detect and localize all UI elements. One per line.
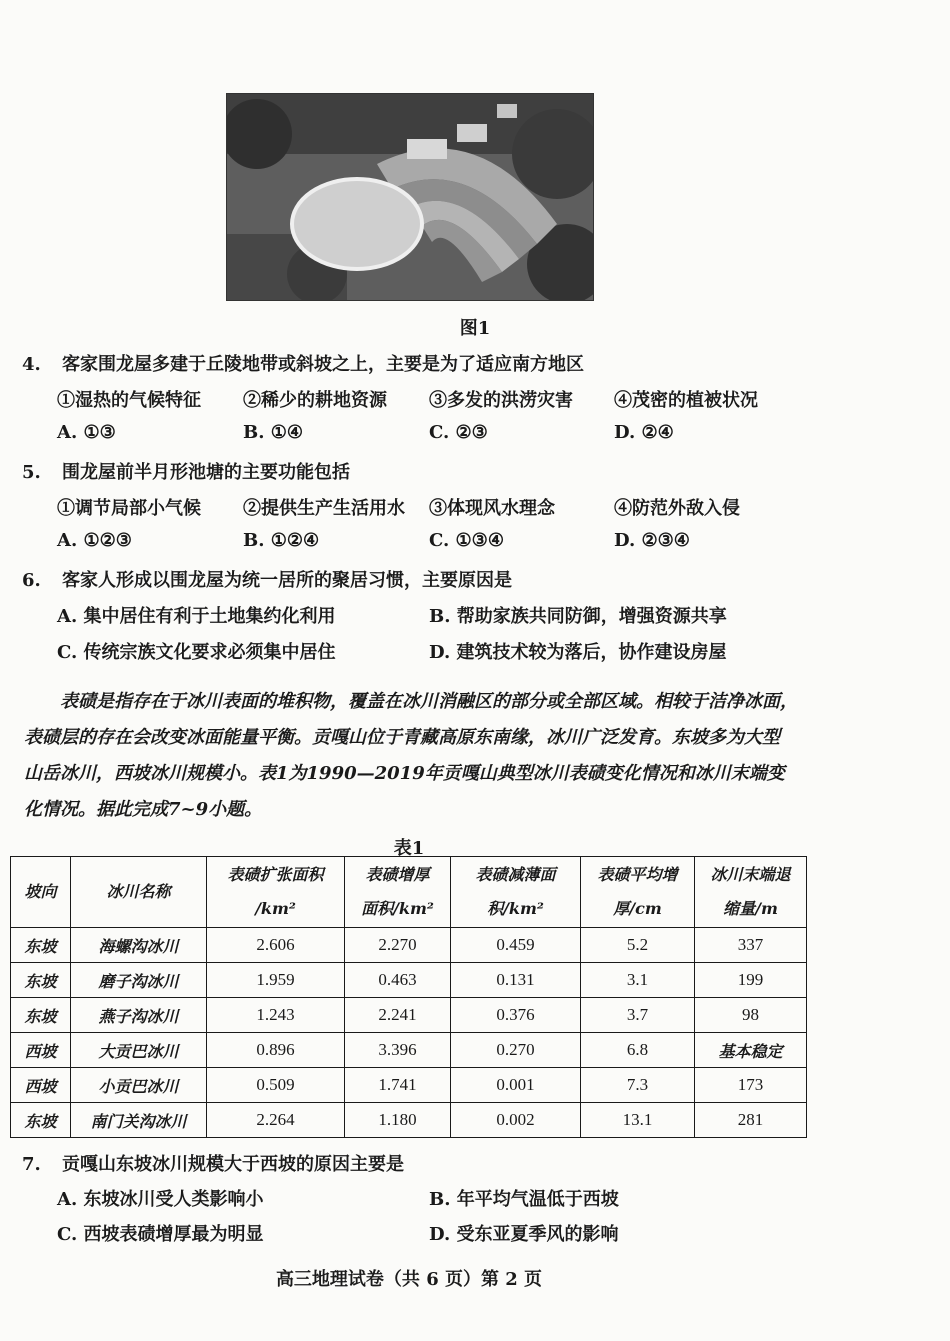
cell-glacier-name: 大贡巴冰川 [71, 1033, 207, 1068]
table-caption: 表1 [393, 838, 425, 859]
question-6 [22, 566, 512, 592]
question-number: 5. [22, 462, 41, 483]
cell-value: 3.396 [345, 1033, 451, 1068]
cell-slope: 东坡 [11, 928, 71, 963]
question-stem: 围龙屋前半月形池塘的主要功能包括 [62, 462, 350, 483]
cell-value: 0.896 [207, 1033, 345, 1068]
cell-value: 6.8 [581, 1033, 695, 1068]
cell-value: 3.1 [581, 963, 695, 998]
cell-value: 2.270 [345, 928, 451, 963]
cell-slope: 东坡 [11, 998, 71, 1033]
roundhouse-aerial-photo [226, 93, 594, 301]
passage-line: 表碛是指存在于冰川表面的堆积物，覆盖在冰川消融区的部分或全部区域。相较于洁净冰面， [60, 691, 798, 712]
cell-value: 199 [695, 963, 807, 998]
table-row [11, 963, 807, 998]
cell-value: 1.959 [207, 963, 345, 998]
table-row [11, 1068, 807, 1103]
header-expand-area: 表碛扩张面积 /km² [207, 857, 345, 928]
q5-choice-b[interactable]: B. ①②④ [243, 530, 320, 551]
cell-glacier-name: 南门关沟冰川 [71, 1103, 207, 1138]
cell-slope: 东坡 [11, 963, 71, 998]
table-row [11, 928, 807, 963]
cell-value: 98 [695, 998, 807, 1033]
figure-caption: 图1 [459, 318, 491, 339]
table-header-row [11, 857, 807, 928]
q7-choice-c[interactable]: C. 西坡表碛增厚最为明显 [57, 1224, 264, 1245]
cell-value: 0.270 [451, 1033, 581, 1068]
passage-line: 山岳冰川，西坡冰川规模小。表1为1990—2019年贡嘎山典型冰川表碛变化情况和冰川末端变 [24, 763, 785, 784]
q4-item-1: ①湿热的气候特征 [57, 390, 201, 411]
cell-value: 0.002 [451, 1103, 581, 1138]
table-row [11, 998, 807, 1033]
photo-illustration [227, 94, 593, 300]
passage-line: 化情况。据此完成7~9小题。 [24, 799, 263, 820]
cell-slope: 西坡 [11, 1068, 71, 1103]
glacier-table [10, 856, 807, 1138]
cell-value: 337 [695, 928, 807, 963]
cell-value: 1.243 [207, 998, 345, 1033]
cell-glacier-name: 海螺沟冰川 [71, 928, 207, 963]
cell-value: 基本稳定 [695, 1033, 807, 1068]
cell-value: 1.180 [345, 1103, 451, 1138]
question-4 [22, 350, 584, 376]
passage-line: 表碛层的存在会改变冰面能量平衡。贡嘎山位于青藏高原东南缘，冰川广泛发育。东坡多为大型 [24, 727, 780, 748]
question-stem: 客家人形成以围龙屋为统一居所的聚居习惯，主要原因是 [62, 570, 512, 591]
cell-value: 281 [695, 1103, 807, 1138]
q4-choice-c[interactable]: C. ②③ [429, 422, 488, 443]
table-row [11, 1033, 807, 1068]
q6-choice-c[interactable]: C. 传统宗族文化要求必须集中居住 [57, 642, 336, 663]
header-slope: 坡向 [11, 857, 71, 928]
question-5 [22, 458, 350, 484]
q5-choice-c[interactable]: C. ①③④ [429, 530, 504, 551]
header-avg-thicken: 表碛平均增 厚/cm [581, 857, 695, 928]
cell-value: 2.264 [207, 1103, 345, 1138]
table-row [11, 1103, 807, 1138]
question-stem: 贡嘎山东坡冰川规模大于西坡的原因主要是 [62, 1154, 404, 1175]
q4-item-4: ④茂密的植被状况 [614, 390, 758, 411]
q4-choice-b[interactable]: B. ①④ [243, 422, 304, 443]
q5-item-3: ③体现风水理念 [429, 498, 555, 519]
cell-value: 5.2 [581, 928, 695, 963]
q5-choice-d[interactable]: D. ②③④ [614, 530, 690, 551]
q6-choice-d[interactable]: D. 建筑技术较为落后，协作建设房屋 [429, 642, 727, 663]
cell-value: 7.3 [581, 1068, 695, 1103]
q4-item-3: ③多发的洪涝灾害 [429, 390, 573, 411]
header-glacier-name: 冰川名称 [71, 857, 207, 928]
header-retreat: 冰川末端退 缩量/m [695, 857, 807, 928]
q4-item-2: ②稀少的耕地资源 [243, 390, 387, 411]
cell-value: 2.606 [207, 928, 345, 963]
cell-value: 0.001 [451, 1068, 581, 1103]
reading-passage [24, 684, 914, 828]
question-number: 7. [22, 1154, 41, 1175]
question-7 [22, 1150, 404, 1176]
q6-choice-a[interactable]: A. 集中居住有利于土地集约化利用 [57, 606, 336, 627]
q7-choice-d[interactable]: D. 受东亚夏季风的影响 [429, 1224, 619, 1245]
cell-value: 0.376 [451, 998, 581, 1033]
q4-choice-a[interactable]: A. ①③ [57, 422, 116, 443]
cell-glacier-name: 磨子沟冰川 [71, 963, 207, 998]
cell-value: 0.131 [451, 963, 581, 998]
header-thicken-area: 表碛增厚 面积/km² [345, 857, 451, 928]
cell-value: 13.1 [581, 1103, 695, 1138]
cell-value: 173 [695, 1068, 807, 1103]
q5-choice-a[interactable]: A. ①②③ [57, 530, 132, 551]
header-thin-area: 表碛减薄面 积/km² [451, 857, 581, 928]
cell-slope: 西坡 [11, 1033, 71, 1068]
question-number: 6. [22, 570, 41, 591]
cell-slope: 东坡 [11, 1103, 71, 1138]
cell-value: 0.459 [451, 928, 581, 963]
cell-value: 1.741 [345, 1068, 451, 1103]
page-footer: 高三地理试卷（共 6 页）第 2 页 [275, 1269, 543, 1290]
question-number: 4. [22, 354, 41, 375]
cell-value: 0.509 [207, 1068, 345, 1103]
cell-value: 0.463 [345, 963, 451, 998]
q6-choice-b[interactable]: B. 帮助家族共同防御，增强资源共享 [429, 606, 727, 627]
question-stem: 客家围龙屋多建于丘陵地带或斜坡之上，主要是为了适应南方地区 [62, 354, 584, 375]
q5-item-4: ④防范外敌入侵 [614, 498, 740, 519]
q5-item-2: ②提供生产生活用水 [243, 498, 405, 519]
cell-value: 3.7 [581, 998, 695, 1033]
cell-value: 2.241 [345, 998, 451, 1033]
q4-choice-d[interactable]: D. ②④ [614, 422, 674, 443]
q5-item-1: ①调节局部小气候 [57, 498, 201, 519]
cell-glacier-name: 小贡巴冰川 [71, 1068, 207, 1103]
cell-glacier-name: 燕子沟冰川 [71, 998, 207, 1033]
q7-choice-b[interactable]: B. 年平均气温低于西坡 [429, 1189, 619, 1210]
q7-choice-a[interactable]: A. 东坡冰川受人类影响小 [57, 1189, 264, 1210]
